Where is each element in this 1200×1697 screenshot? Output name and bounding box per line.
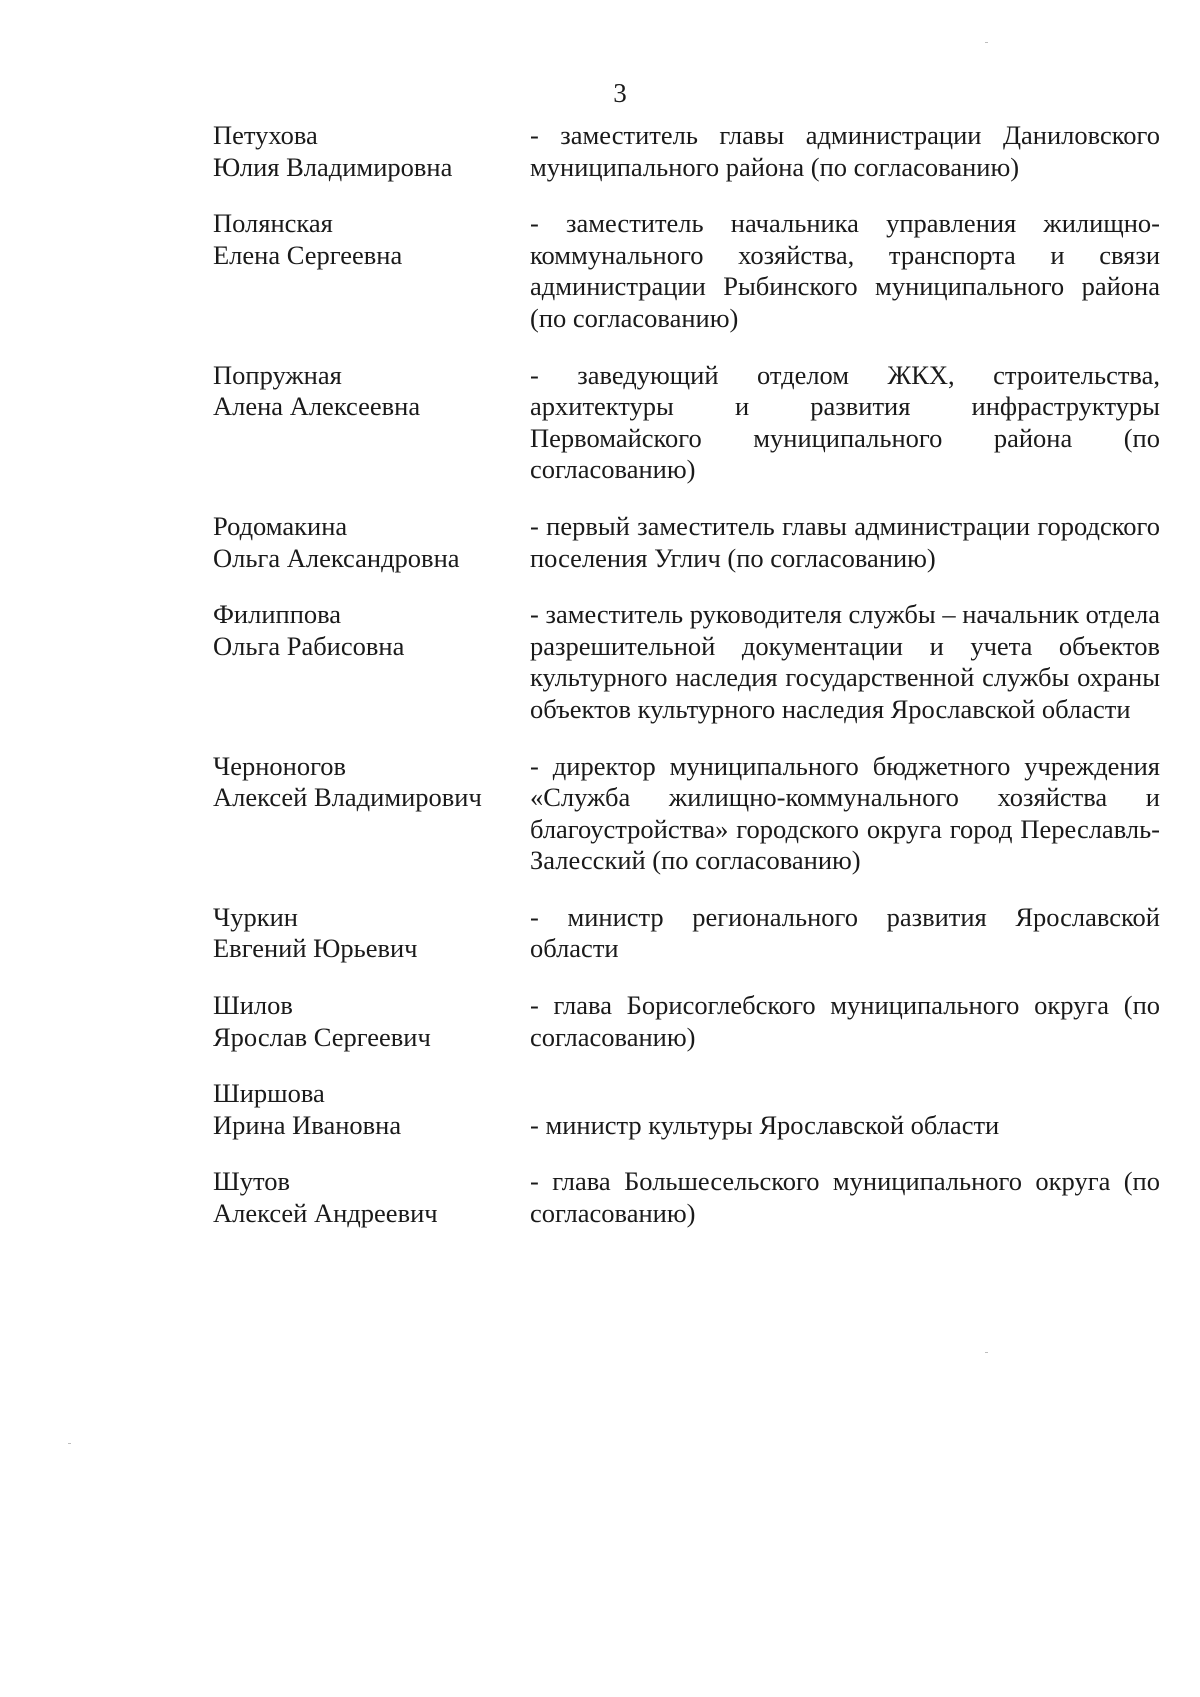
member-given-names: Алексей Владимирович bbox=[213, 782, 482, 813]
member-surname: Шутов bbox=[213, 1166, 290, 1197]
scan-speck bbox=[985, 42, 988, 43]
page-number: 3 bbox=[613, 78, 627, 108]
roster-entry bbox=[213, 360, 1163, 486]
member-role: - директор муниципального бюджетного учреждения «Служба жилищно-коммунального хозяйства и благоустройства» городского округа город Переславль-Залесский (по согласованию) bbox=[530, 750, 1160, 876]
member-given-names: Алексей Андреевич bbox=[213, 1198, 438, 1229]
member-name bbox=[213, 599, 530, 662]
member-given-names: Ольга Рабисовна bbox=[213, 630, 405, 661]
roster-entry bbox=[213, 751, 1163, 877]
member-surname: Шилов bbox=[213, 990, 293, 1021]
member-given-names: Елена Сергеевна bbox=[213, 239, 403, 270]
member-surname: Чуркин bbox=[213, 901, 298, 932]
member-name bbox=[213, 360, 530, 423]
member-role: - министр культуры Ярославской области bbox=[530, 1109, 1000, 1140]
member-surname: Попружная bbox=[213, 359, 342, 390]
member-given-names: Ирина Ивановна bbox=[213, 1109, 402, 1140]
member-given-names: Евгений Юрьевич bbox=[213, 933, 418, 964]
member-name bbox=[213, 990, 530, 1053]
member-role: - заместитель руководителя службы – начальник отдела разрешительной документации и учета объектов культурного наследия государственной службы охраны объектов культурного наследия Ярославской области bbox=[530, 599, 1160, 724]
member-name bbox=[213, 1078, 530, 1141]
roster-entry bbox=[213, 208, 1163, 334]
member-role: - первый заместитель главы администрации городского поселения Углич (по согласованию) bbox=[530, 510, 1160, 573]
member-given-names: Ярослав Сергеевич bbox=[213, 1021, 431, 1052]
member-role: - министр регионального развития Ярославской области bbox=[530, 901, 1160, 964]
member-role: - заместитель начальника управления жилищно-коммунального хозяйства, транспорта и связи администрации Рыбинского муниципального района (по согласованию) bbox=[530, 208, 1160, 333]
member-name bbox=[213, 751, 530, 814]
member-surname: Полянская bbox=[213, 208, 333, 239]
roster-entry bbox=[213, 120, 1163, 183]
member-name bbox=[213, 902, 530, 965]
roster-entry bbox=[213, 1166, 1163, 1229]
roster-entry bbox=[213, 990, 1163, 1053]
member-surname: Петухова bbox=[213, 120, 318, 150]
member-role: - заместитель главы администрации Даниловского муниципального района (по согласованию) bbox=[530, 120, 1160, 182]
member-role: - заведующий отделом ЖКХ, строительства, архитектуры и развития инфраструктуры Первомайского муниципального района (по согласованию) bbox=[530, 359, 1160, 485]
roster-entry bbox=[213, 902, 1163, 965]
member-surname: Ширшова bbox=[213, 1078, 325, 1109]
member-role: - глава Большесельского муниципального округа (по согласованию) bbox=[530, 1166, 1160, 1229]
member-name bbox=[213, 1166, 530, 1229]
member-given-names: Юлия Владимировна bbox=[213, 151, 453, 182]
member-name bbox=[213, 511, 530, 574]
roster-entry bbox=[213, 599, 1163, 725]
roster-entry bbox=[213, 1078, 1163, 1141]
member-roster bbox=[213, 120, 1163, 1230]
member-surname: Черноногов bbox=[213, 750, 347, 781]
member-name bbox=[213, 120, 530, 183]
member-name bbox=[213, 208, 530, 271]
member-surname: Филиппова bbox=[213, 599, 342, 630]
scan-speck bbox=[68, 1443, 71, 1444]
member-role: - глава Борисоглебского муниципального округа (по согласованию) bbox=[530, 990, 1160, 1052]
member-given-names: Алена Алексеевна bbox=[213, 391, 421, 422]
roster-entry bbox=[213, 511, 1163, 574]
member-surname: Родомакина bbox=[213, 510, 348, 541]
scan-speck bbox=[985, 1352, 988, 1353]
member-given-names: Ольга Александровна bbox=[213, 542, 460, 573]
